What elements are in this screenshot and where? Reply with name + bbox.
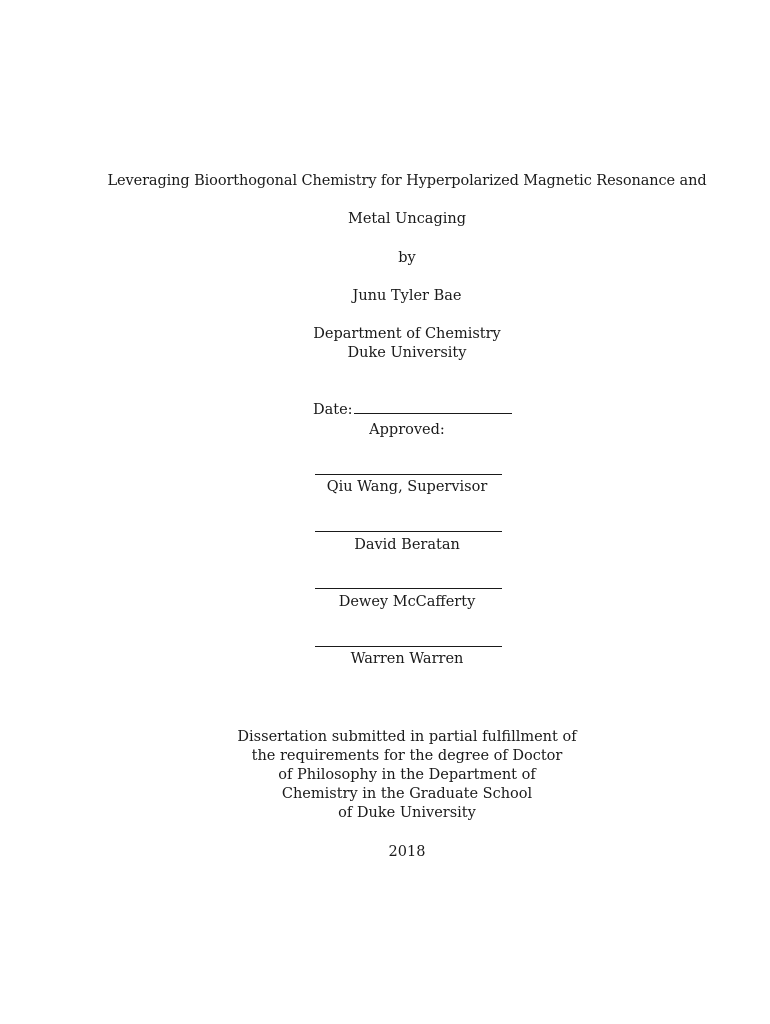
committee-member-name: Qiu Wang, Supervisor [326,479,488,495]
signature-line [315,646,502,647]
date-label: Date: [313,402,353,418]
committee-member-name: Warren Warren [350,651,464,667]
approved-label: Approved: [369,422,445,438]
dissertation-title-line-2: Metal Uncaging [347,211,466,227]
signature-line [315,531,502,532]
statement-line: of Duke University [338,805,476,821]
statement-line: the requirements for the degree of Doctor [251,748,563,764]
statement-line: of Philosophy in the Department of [278,767,536,783]
committee-member-name: David Beratan [354,537,460,553]
statement-line: Dissertation submitted in partial fulfillment of [237,729,577,745]
date-field [313,401,512,420]
dissertation-title-line-1: Leveraging Bioorthogonal Chemistry for Hyperpolarized Magnetic Resonance and [107,173,707,189]
author-name: Junu Tyler Bae [352,288,462,304]
statement-line: Chemistry in the Graduate School [281,786,533,802]
committee-member-name: Dewey McCafferty [338,594,476,610]
university-name: Duke University [347,345,467,361]
by-label: by [398,250,416,266]
signature-line [315,474,502,475]
date-signature-line [354,401,512,414]
signature-line [315,588,502,589]
department-name: Department of Chemistry [313,326,501,342]
submission-year: 2018 [388,844,426,860]
